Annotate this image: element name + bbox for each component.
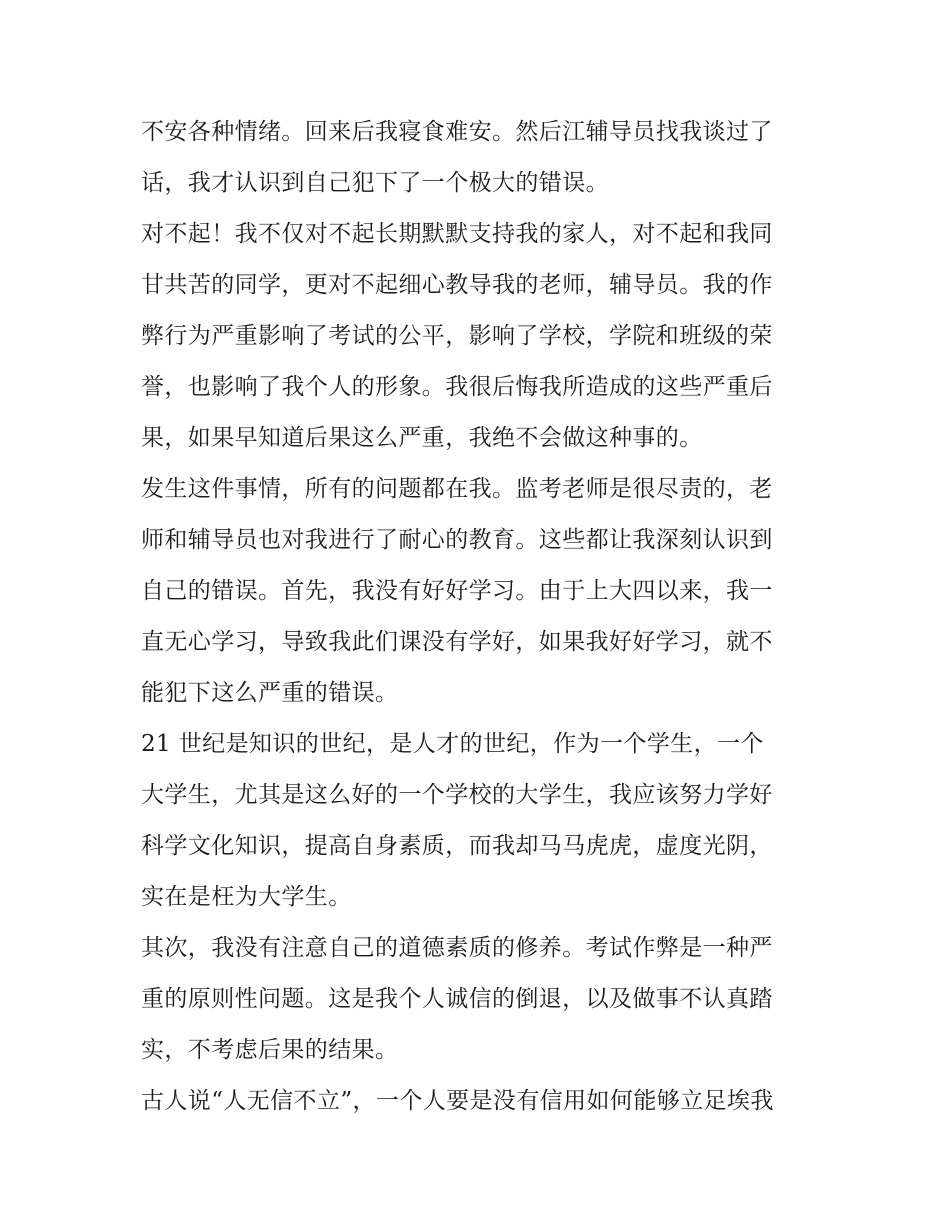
text-line: 话，我才认识到自己犯下了一个极大的错误。 <box>141 170 609 196</box>
text-line: 重的原则性问题。这是我个人诚信的倒退，以及做事不认真踏 <box>141 986 773 1012</box>
text-line: 甘共苦的同学，更对不起细心教导我的老师，辅导员。我的作 <box>141 272 773 298</box>
text-line: 科学文化知识，提高自身素质，而我却马马虎虎，虚度光阴， <box>141 833 773 859</box>
text-line: 誉，也影响了我个人的形象。我很后悔我所造成的这些严重后 <box>141 374 773 400</box>
text-line: 师和辅导员也对我进行了耐心的教育。这些都让我深刻认识到 <box>141 527 773 553</box>
text-line: 实在是枉为大学生。 <box>141 884 352 910</box>
text-line: 自己的错误。首先，我没有好好学习。由于上大四以来，我一 <box>141 578 773 604</box>
text-line: 直无心学习，导致我此们课没有学好，如果我好好学习，就不 <box>141 629 773 655</box>
text-line: 实，不考虑后果的结果。 <box>141 1037 399 1063</box>
text-line: 对不起！我不仅对不起长期默默支持我的家人，对不起和我同 <box>141 221 773 247</box>
text-line: 古人说“人无信不立”，一个人要是没有信用如何能够立足埃我 <box>141 1088 774 1114</box>
text-line: 果，如果早知道后果这么严重，我绝不会做这种事的。 <box>141 425 703 451</box>
text-line: 大学生，尤其是这么好的一个学校的大学生，我应该努力学好 <box>141 782 773 808</box>
text-line: 发生这件事情，所有的问题都在我。监考老师是很尽责的，老 <box>141 476 773 502</box>
text-line: 其次，我没有注意自己的道德素质的修养。考试作弊是一种严 <box>141 935 773 961</box>
text-line: 21 世纪是知识的世纪，是人才的世纪，作为一个学生，一个 <box>141 731 764 757</box>
text-line: 能犯下这么严重的错误。 <box>141 680 399 706</box>
document-body <box>141 107 821 1127</box>
text-line: 不安各种情绪。回来后我寝食难安。然后江辅导员找我谈过了 <box>141 119 773 145</box>
text-line: 弊行为严重影响了考试的公平，影响了学校，学院和班级的荣 <box>141 323 773 349</box>
